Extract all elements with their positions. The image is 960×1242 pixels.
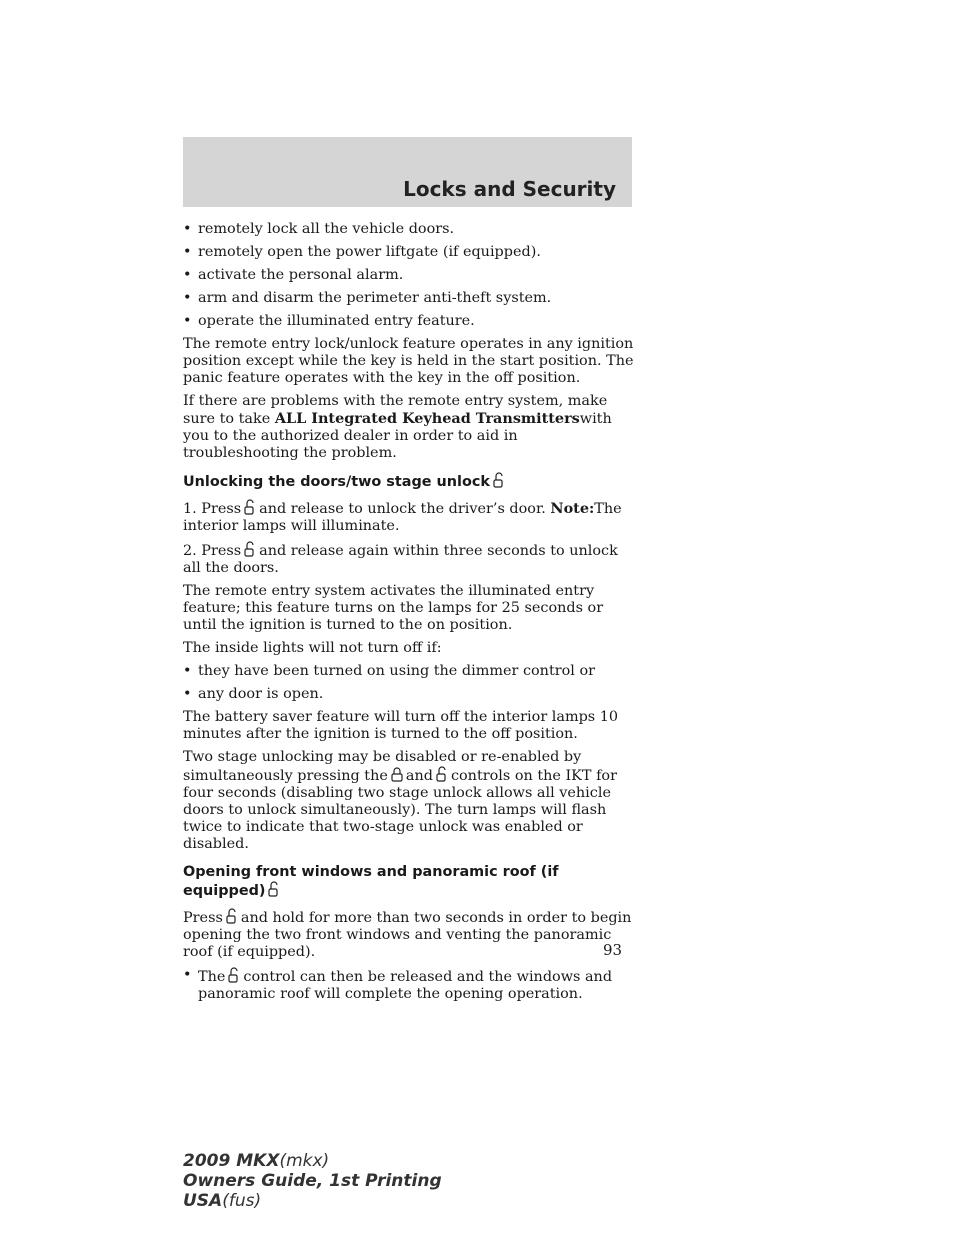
- unlock-icon: [242, 499, 258, 515]
- unlock-icon: [434, 766, 450, 782]
- list-item: • they have been turned on using the dimmer control or: [183, 663, 596, 679]
- unlock-icon: [224, 908, 240, 924]
- list-item: • The control can then be released and the windows and panoramic roof will complete the opening operation.: [183, 967, 613, 1002]
- list-item: • any door is open.: [183, 686, 324, 702]
- paragraph-windows: Press and hold for more than two seconds in order to begin opening the two front windows and venting the panoramic roof (if equipped).: [183, 910, 632, 960]
- paragraph-problems: If there are problems with the remote entry system, make sure to take ALL Integrated Keyhead Transmitterswith you to the authorized dealer in order to aid in troubleshooting the problem.: [183, 393, 612, 461]
- paragraph-step1: 1. Press and release to unlock the driver’s door. Note:The interior lamps will illuminate.: [183, 500, 622, 534]
- paragraph-lights: The inside lights will not turn off if:: [183, 640, 442, 656]
- unlock-icon: [242, 541, 258, 557]
- list-item: • activate the personal alarm.: [183, 267, 404, 283]
- header-band: [183, 137, 632, 207]
- section-title: Locks and Security: [403, 177, 616, 201]
- footer-line-3: USA(fus): [183, 1191, 262, 1211]
- unlock-icon: [226, 967, 242, 983]
- paragraph-ignition: The remote entry lock/unlock feature operates in any ignition position except while the key is held in the start position. The panic feature operates with the key in the off position.: [183, 336, 634, 386]
- paragraph-entry: The remote entry system activates the illuminated entry feature; this feature turns on the lamps for 25 seconds or until the ignition is turned to the on position.: [183, 583, 604, 633]
- paragraph-two-stage: Two stage unlocking may be disabled or re-enabled by simultaneously pressing the and controls on the IKT for four seconds (disabling two stage unlock allows all vehicle doors to unlock simultaneously). The turn lamps will flash twice to indicate that two-stage unlock was enabled or disabled.: [183, 749, 617, 852]
- heading-unlock: Unlocking the doors/two stage unlock: [183, 472, 635, 491]
- heading-windows: Opening front windows and panoramic roof (if equipped): [183, 864, 559, 899]
- footer: [183, 1151, 442, 1211]
- lock-icon: [389, 766, 405, 782]
- page-number: 93: [603, 941, 623, 959]
- page-content: [183, 221, 635, 1009]
- footer-line-2: Owners Guide, 1st Printing: [183, 1171, 442, 1191]
- list-item: • operate the illuminated entry feature.: [183, 313, 475, 329]
- list-item: • remotely open the power liftgate (if equipped).: [183, 244, 541, 260]
- paragraph-battery-saver: The battery saver feature will turn off the interior lamps 10 minutes after the ignition is turned to the off position.: [183, 709, 619, 742]
- footer-line-1: 2009 MKX(mkx): [183, 1151, 330, 1171]
- list-item: • remotely lock all the vehicle doors.: [183, 221, 455, 237]
- unlock-icon: [491, 472, 507, 488]
- paragraph-step2: 2. Press and release again within three seconds to unlock all the doors.: [183, 543, 618, 576]
- list-item: • arm and disarm the perimeter anti-theft system.: [183, 290, 552, 306]
- unlock-icon: [266, 881, 282, 897]
